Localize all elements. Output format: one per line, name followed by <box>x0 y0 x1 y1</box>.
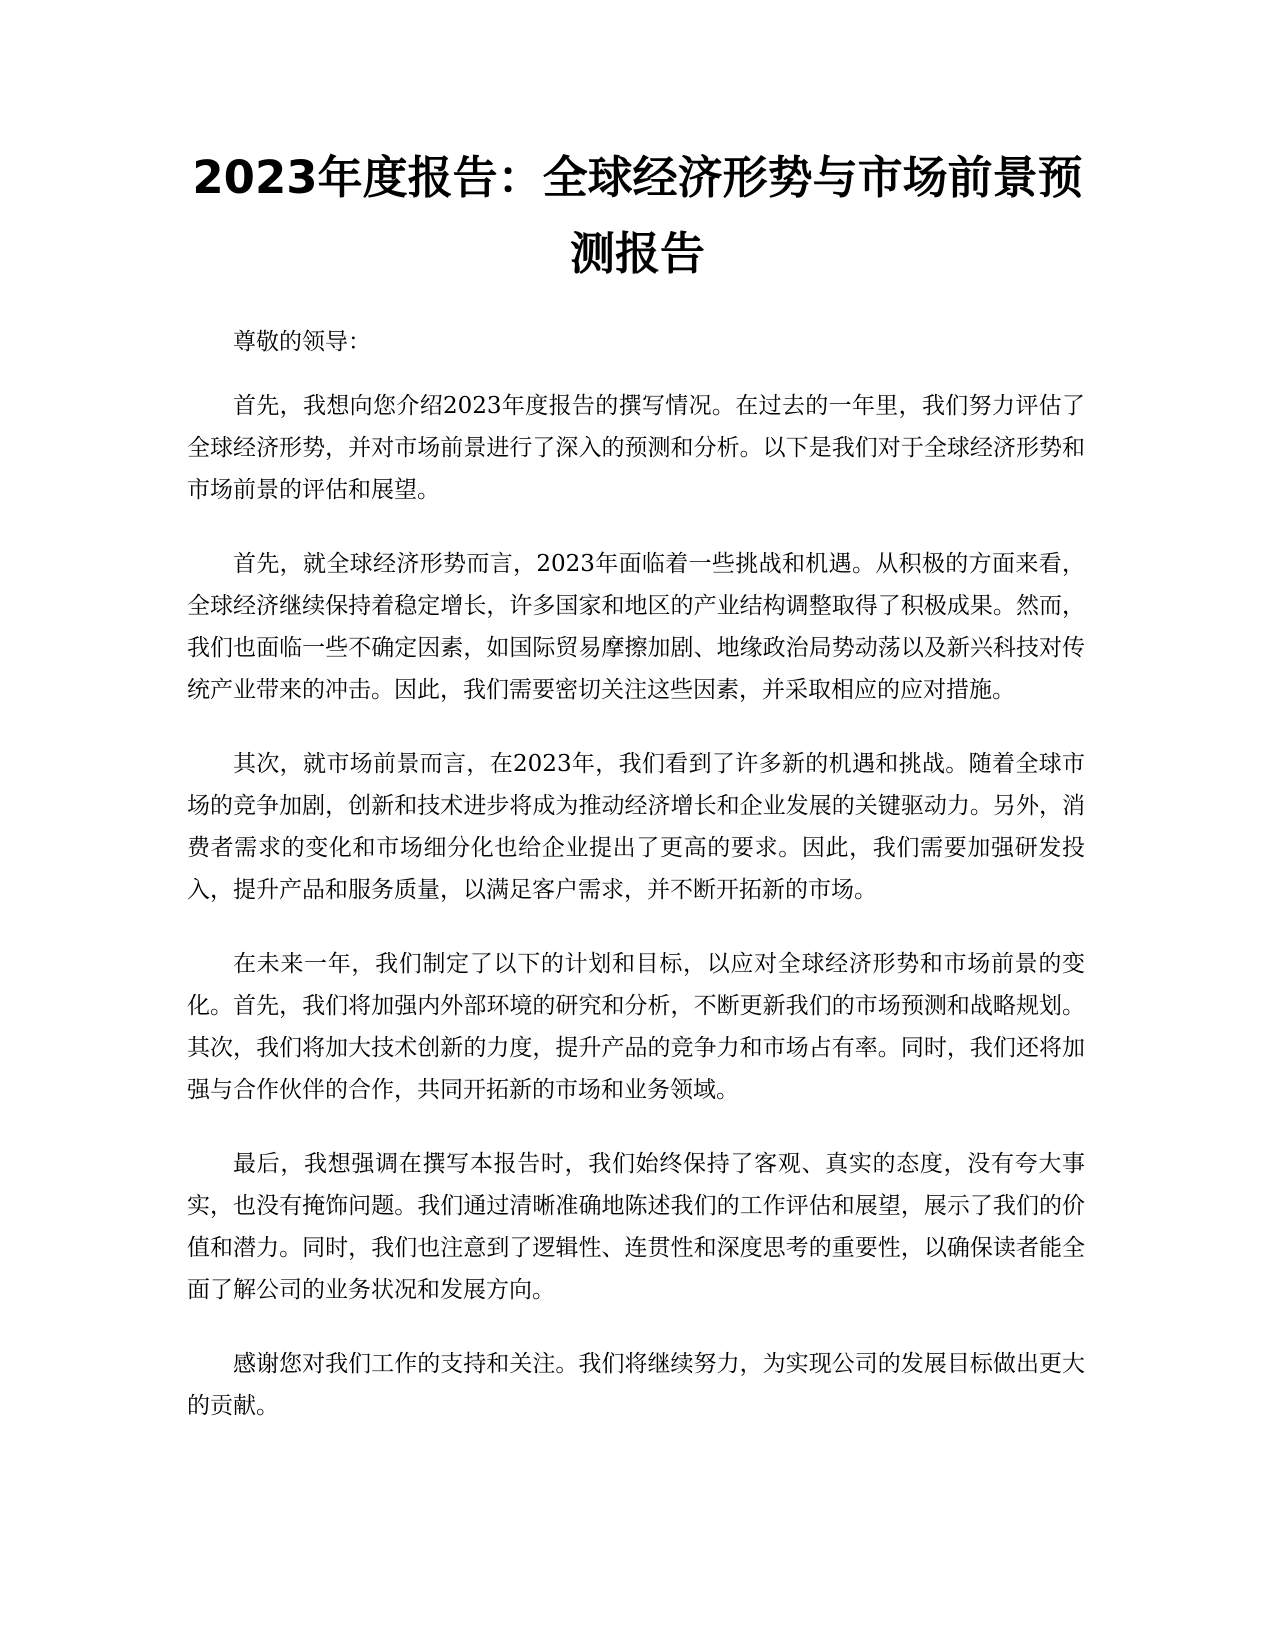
salutation: 尊敬的领导： <box>233 329 371 355</box>
paragraph-market-outlook: 其次，就市场前景而言，在2023年，我们看到了许多新的机遇和挑战。随着全球市场的竞争加剧，创新和技术进步将成为推动经济增长和企业发展的关键驱动力。另外，消费者需求的变化和市场细分化也给企业提出了更高的要求。因此，我们需要加强研发投入，提升产品和服务质量，以满足客户需求，并不断开拓新的市场。 <box>187 751 1085 903</box>
document-body <box>187 321 1085 1459</box>
paragraph-closing-remarks: 最后，我想强调在撰写本报告时，我们始终保持了客观、真实的态度，没有夸大事实，也没有掩饰问题。我们通过清晰准确地陈述我们的工作评估和展望，展示了我们的价值和潜力。同时，我们也注意到了逻辑性、连贯性和深度思考的重要性，以确保读者能全面了解公司的业务状况和发展方向。 <box>187 1151 1085 1303</box>
document-title: 2023年度报告：全球经济形势与市场前景预测报告 <box>192 151 1083 280</box>
paragraph-introduction: 首先，我想向您介绍2023年度报告的撰写情况。在过去的一年里，我们努力评估了全球经济形势，并对市场前景进行了深入的预测和分析。以下是我们对于全球经济形势和市场前景的评估和展望。 <box>187 393 1085 503</box>
paragraph-thanks: 感谢您对我们工作的支持和关注。我们将继续努力，为实现公司的发展目标做出更大的贡献。 <box>187 1351 1085 1419</box>
paragraph-global-economy: 首先，就全球经济形势而言，2023年面临着一些挑战和机遇。从积极的方面来看，全球经济继续保持着稳定增长，许多国家和地区的产业结构调整取得了积极成果。然而，我们也面临一些不确定因素，如国际贸易摩擦加剧、地缘政治局势动荡以及新兴科技对传统产业带来的冲击。因此，我们需要密切关注这些因素，并采取相应的应对措施。 <box>187 551 1085 703</box>
paragraph-plans-goals: 在未来一年，我们制定了以下的计划和目标，以应对全球经济形势和市场前景的变化。首先，我们将加强内外部环境的研究和分析，不断更新我们的市场预测和战略规划。其次，我们将加大技术创新的力度，提升产品的竞争力和市场占有率。同时，我们还将加强与合作伙伴的合作，共同开拓新的市场和业务领域。 <box>187 951 1085 1103</box>
